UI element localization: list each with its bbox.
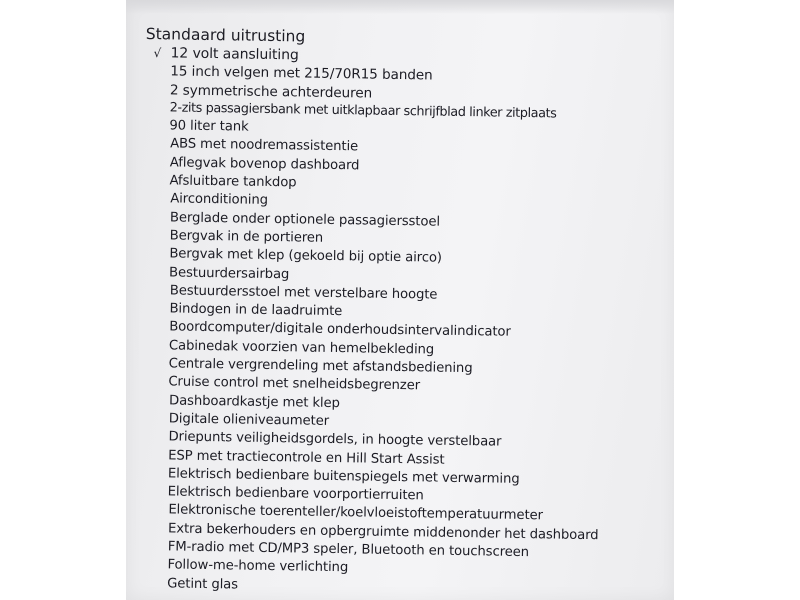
list-item-label: Bestuurdersairbag [168, 264, 290, 282]
equipment-document [137, 24, 666, 600]
list-item-label: Driepunts veiligheidsgordels, in hoogte verstelbaar [168, 429, 502, 450]
list-item-label: Dashboardkastje met klep [168, 393, 340, 411]
page-title: Standaard uitrusting [145, 24, 306, 46]
list-item-label: 12 volt aansluiting [170, 45, 299, 64]
list-item-label: Cabinedak voorzien van hemelbekleding [168, 338, 435, 358]
list-item-label: Digitale olieniveaumeter [168, 411, 330, 429]
list-item-label: 2 symmetrische achterdeuren [169, 81, 373, 102]
list-item-label: Afsluitbare tankdop [169, 173, 297, 191]
list-item-label: Extra bekerhouders en opbergruimte middenonder het dashboard [167, 521, 599, 543]
list-item-label: Bergvak met klep (gekoeld bij optie airco) [169, 246, 443, 266]
list-item-label: Cruise control met snelheidsbegrenzer [168, 374, 421, 394]
list-item-label: Bergvak in de portieren [169, 228, 324, 246]
list-item-label: Bestuurdersstoel met verstelbare hoogte [169, 283, 438, 303]
list-item-label: FM-radio met CD/MP3 speler, Bluetooth en touchscreen [167, 539, 530, 561]
list-item-label: Berglade onder optionele passagiersstoel [169, 210, 441, 230]
list-item-label: Follow-me-home verlichting [167, 557, 349, 576]
list-item-label: Centrale vergrendeling met afstandsbediening [168, 356, 473, 377]
list-item-label: 15 inch velgen met 215/70R15 banden [170, 63, 433, 84]
list-item-label: Elektronische toerenteller/koelvloeistoftemperatuurmeter [168, 502, 544, 524]
list-item-label: Bindogen in de laadruimte [169, 301, 343, 320]
list-item-label: Elektrisch bedienbare buitenspiegels met verwarming [167, 466, 520, 487]
paper-sheet [126, 0, 674, 600]
list-item-label: Getint glas [167, 576, 239, 593]
list-item-label: Aflegvak bovenop dashboard [169, 155, 360, 174]
check-mark-icon: √ [153, 46, 162, 61]
list-item-label: Elektrisch bedienbare voorportierruiten [167, 484, 424, 504]
list-item-label: ABS met noodremassistentie [169, 136, 359, 155]
equipment-list [137, 44, 666, 600]
list-item-label: Airconditioning [170, 191, 269, 209]
list-item-label: 2-zits passagiersbank met uitklapbaar schrijfblad linker zitplaats [169, 100, 557, 122]
list-item-label: Boordcomputer/digitale onderhoudsintervalindicator [169, 319, 511, 341]
list-item-label: 90 liter tank [169, 118, 249, 135]
list-item-label: ESP met tractiecontrole en Hill Start Assist [168, 447, 445, 468]
